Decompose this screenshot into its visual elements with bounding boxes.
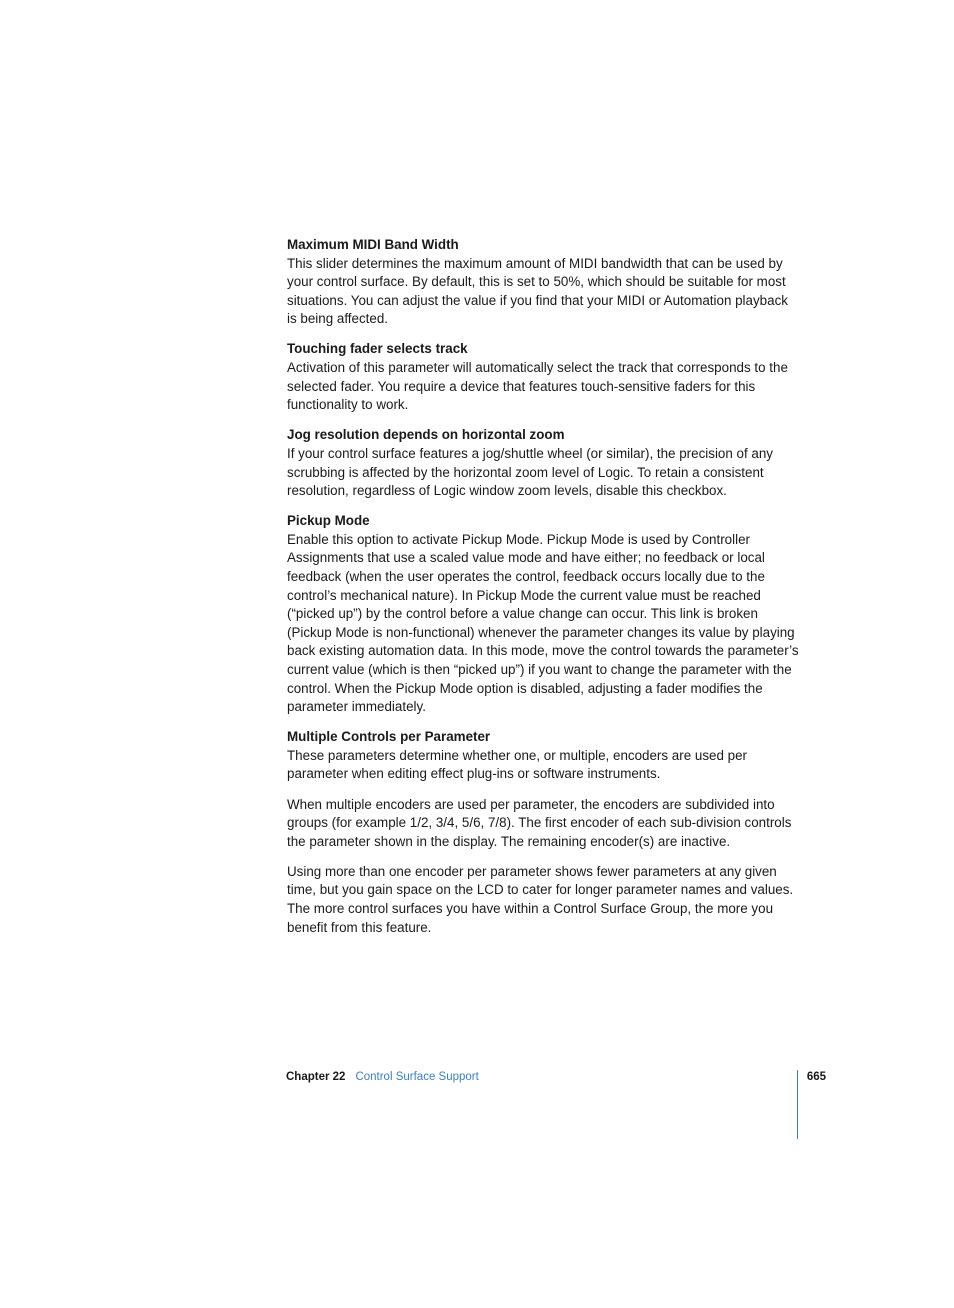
section-heading: Maximum MIDI Band Width — [287, 237, 459, 252]
section-paragraph: If your control surface features a jog/shuttle wheel (or similar), the precision of any scrubbing is affected by the horizontal zoom level of Logic. To retain a consistent resolution, regardless of Logic window zoom levels, disable this checkbox. — [287, 445, 774, 499]
section-pickup-mode — [287, 512, 799, 717]
page-number: 665 — [806, 1071, 826, 1083]
section-heading: Jog resolution depends on horizontal zoom — [287, 427, 565, 443]
section-heading: Multiple Controls per Parameter — [287, 729, 491, 745]
section-paragraph: Enable this option to activate Pickup Mode. Pickup Mode is used by Controller Assignments that use a scaled value mode and have either; no feedback or local feedback (when the user operates the control, feedback occurs locally due to the control’s mechanical nature). In Pickup Mode the current value must be reached (“picked up”) by the control before a value change can occur. This link is broken (Pickup Mode is non-functional) whenever the parameter changes its value by playing back existing automation data. In this mode, move the control towards the parameter’s current value (which is then “picked up”) if you want to change the parameter with the control. When the Pickup Mode option is disabled, adjusting a fader modifies the parameter immediately. — [287, 531, 799, 715]
section-touching-fader — [287, 340, 799, 414]
chapter-label: Chapter 22 — [286, 1071, 346, 1083]
document-body — [287, 236, 799, 949]
section-paragraph: When multiple encoders are used per parameter, the encoders are subdivided into groups (for example 1/2, 3/4, 5/6, 7/8). The first encoder of each sub-division controls the parameter shown in the display. The remaining encoder(s) are inactive. — [287, 796, 792, 849]
section-max-midi-bandwidth — [287, 236, 799, 329]
section-multiple-controls — [287, 728, 799, 937]
chapter-title-link[interactable]: Control Surface Support — [355, 1071, 479, 1083]
section-jog-resolution — [287, 426, 799, 500]
section-heading: Pickup Mode — [287, 513, 370, 529]
page-footer — [286, 1069, 826, 1085]
section-heading: Touching fader selects track — [287, 341, 468, 357]
section-paragraph: Activation of this parameter will automatically select the track that corresponds to the selected fader. You require a device that features touch-sensitive faders for this functionality to work. — [287, 360, 788, 413]
section-paragraph: These parameters determine whether one, or multiple, encoders are used per parameter when editing effect plug-ins or software instruments. — [287, 747, 747, 782]
section-paragraph: Using more than one encoder per parameter shows fewer parameters at any given time, but you gain space on the LCD to cater for longer parameter names and values. The more control surfaces you have within a Control Surface Group, the more you benefit from this feature. — [287, 863, 794, 935]
section-paragraph: This slider determines the maximum amount of MIDI bandwidth that can be used by your control surface. By default, this is set to 50%, which should be suitable for most situations. You can adjust the value if you find that your MIDI or Automation playback is being affected. — [287, 255, 788, 327]
footer-divider — [797, 1070, 798, 1139]
